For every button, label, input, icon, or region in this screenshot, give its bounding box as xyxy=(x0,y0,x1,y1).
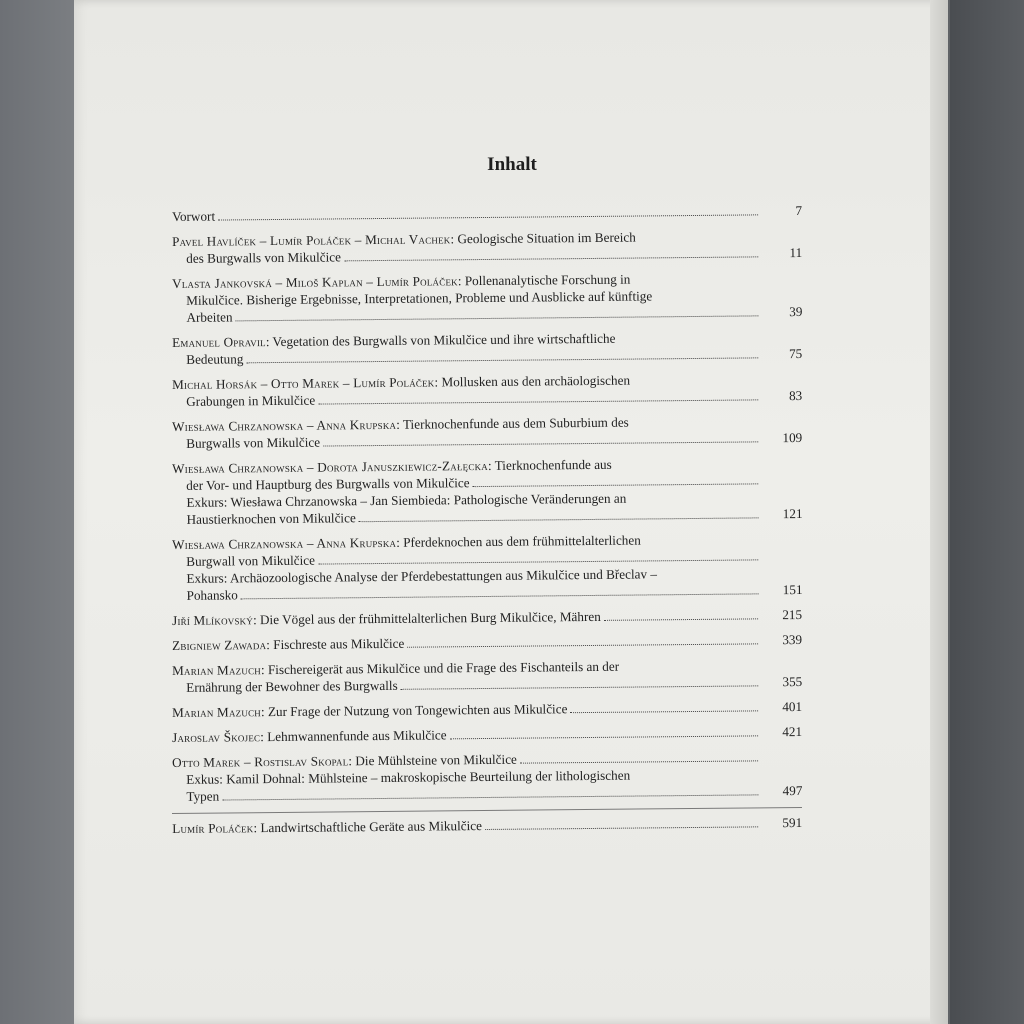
dot-leader xyxy=(246,356,758,363)
dot-leader xyxy=(222,793,758,800)
dot-leader xyxy=(236,314,759,321)
toc-line xyxy=(172,631,802,654)
toc-line xyxy=(172,606,802,629)
toc-entry xyxy=(172,631,802,654)
dot-leader xyxy=(450,734,758,739)
toc-author: Wiesława Chrzanowska – Anna Krupska xyxy=(172,416,397,434)
toc-line xyxy=(172,814,802,837)
toc-text: : Fischereigerät aus Mikulčice und die Frage des Fischanteils an der xyxy=(260,658,620,678)
toc-author: Jiří Mlíkovský xyxy=(172,612,254,628)
toc-author: Lumír Poláček xyxy=(172,820,254,836)
dot-leader xyxy=(604,617,758,620)
toc-entry xyxy=(172,370,802,410)
toc-entry xyxy=(172,269,802,326)
toc-entry xyxy=(172,328,802,368)
toc-entry xyxy=(172,606,802,629)
toc-page-number: 11 xyxy=(789,244,803,261)
toc-text: : Pollenanalytische Forschung in xyxy=(457,271,631,289)
dot-leader xyxy=(323,440,758,446)
dot-leader xyxy=(570,709,758,713)
toc-entry xyxy=(172,656,802,696)
toc-text: : Pferdeknochen aus dem frühmittelalterlichen xyxy=(396,532,641,550)
toc-text: : Die Mühlsteine von Mikulčice xyxy=(348,751,517,769)
dot-leader xyxy=(485,825,758,830)
toc-page-number: 591 xyxy=(782,814,803,831)
toc-text: : Lehmwannenfunde aus Mikulčice xyxy=(260,727,447,745)
toc-text: Bedeutung xyxy=(186,351,244,367)
toc-text: : Vegetation des Burgwalls von Mikulčice und ihre wirtschaftliche xyxy=(265,330,616,350)
toc-entry xyxy=(172,698,802,721)
toc-entry xyxy=(172,748,802,805)
toc-author: Jaroslav Škojec xyxy=(172,729,261,745)
toc-text: Burgwall von Mikulčice xyxy=(186,552,315,569)
toc-author: Otto Marek – Rostislav Skopal xyxy=(172,753,349,770)
toc-text: Arbeiten xyxy=(186,309,233,325)
toc-page-number: 355 xyxy=(782,673,803,690)
toc-text: Vorwort xyxy=(172,208,216,224)
toc-page-number: 497 xyxy=(782,782,803,799)
toc-text: Exkus: Kamil Dohnal: Mühlsteine – makroskopische Beurteilung der lithologischen xyxy=(186,767,631,787)
dot-leader xyxy=(359,516,759,522)
toc-text: Exkurs: Wiesława Chrzanowska – Jan Siembieda: Pathologische Veränderungen an xyxy=(186,490,627,510)
toc-text: : Die Vögel aus der frühmittelalterlichen Burg Mikulčice, Mähren xyxy=(252,608,601,628)
toc-text: : Landwirtschaftliche Geräte aus Mikulčice xyxy=(253,818,483,836)
toc-text: des Burgwalls von Mikulčice xyxy=(186,249,342,266)
toc-text: : Zur Frage der Nutzung von Tongewichten aus Mikulčice xyxy=(260,701,568,720)
table-of-contents xyxy=(172,202,803,845)
toc-author: Emanuel Opravil xyxy=(172,334,266,350)
toc-page-number: 7 xyxy=(795,202,803,219)
toc-entry xyxy=(172,227,802,267)
toc-page-number: 421 xyxy=(782,723,803,740)
toc-text: Pohansko xyxy=(186,587,238,603)
toc-entry xyxy=(172,723,802,746)
dot-leader xyxy=(401,684,759,689)
toc-text: : Tierknochenfunde aus dem Suburbium des xyxy=(396,414,629,432)
toc-page-number: 121 xyxy=(782,505,803,522)
toc-author: Wiesława Chrzanowska – Dorota Januszkiewicz-Załęcka xyxy=(172,457,489,476)
toc-author: Michal Horsák – Otto Marek – Lumír Poláček xyxy=(172,374,435,392)
toc-author: Vlasta Jankovská – Miloš Kaplan – Lumír Poláček xyxy=(172,273,458,291)
toc-line xyxy=(172,698,802,721)
toc-author: Wiesława Chrzanowska – Anna Krupska xyxy=(172,534,397,552)
toc-page-number: 39 xyxy=(789,303,803,320)
toc-text: Mikulčice. Bisherige Ergebnisse, Interpretationen, Probleme und Ausblicke auf künftige xyxy=(186,288,653,308)
dot-leader xyxy=(241,592,759,599)
dot-leader xyxy=(318,558,758,564)
toc-line xyxy=(172,723,802,746)
toc-page-number: 75 xyxy=(788,345,803,362)
dot-leader xyxy=(407,642,758,647)
toc-entry xyxy=(172,530,803,604)
dot-leader xyxy=(218,213,758,220)
toc-text: Burgwalls von Mikulčice xyxy=(186,434,321,451)
toc-text: Ernährung der Bewohner des Burgwalls xyxy=(186,677,398,695)
toc-page-number: 83 xyxy=(788,387,803,404)
toc-author: Zbigniew Zawada xyxy=(172,637,267,653)
toc-text: Exkurs: Archäozoologische Analyse der Pferdebestattungen aus Mikulčice und Břeclav – xyxy=(186,566,658,586)
toc-author: Marian Mazuch xyxy=(172,704,262,720)
toc-text: Haustierknochen von Mikulčice xyxy=(186,510,356,527)
toc-text: der Vor- und Hauptburg des Burgwalls von Mikulčice xyxy=(186,475,470,493)
page-title: Inhalt xyxy=(487,154,537,175)
toc-text: : Geologische Situation im Bereich xyxy=(450,229,636,247)
toc-text: Grabungen in Mikulčice xyxy=(186,392,316,409)
toc-text: : Mollusken aus den archäologischen xyxy=(434,372,631,390)
dot-leader xyxy=(344,255,758,261)
toc-page-number: 401 xyxy=(782,698,803,715)
toc-author: Pavel Havlíček – Lumír Poláček – Michal Vachek xyxy=(172,231,451,249)
toc-entry xyxy=(172,454,803,528)
toc-text: Typen xyxy=(186,788,220,804)
dot-leader xyxy=(473,482,759,487)
toc-entry xyxy=(172,412,802,452)
toc-page-number: 215 xyxy=(782,606,803,623)
toc-page-number: 151 xyxy=(782,581,803,598)
toc-text: : Fischreste aus Mikulčice xyxy=(266,635,405,653)
toc-page-number: 109 xyxy=(782,429,803,446)
toc-author: Marian Mazuch xyxy=(172,662,262,678)
dot-leader xyxy=(520,759,758,763)
toc-page-number: 339 xyxy=(782,631,803,648)
toc-entry xyxy=(172,807,802,837)
toc-text: : Tierknochenfunde aus xyxy=(487,456,612,473)
dot-leader xyxy=(318,398,758,404)
